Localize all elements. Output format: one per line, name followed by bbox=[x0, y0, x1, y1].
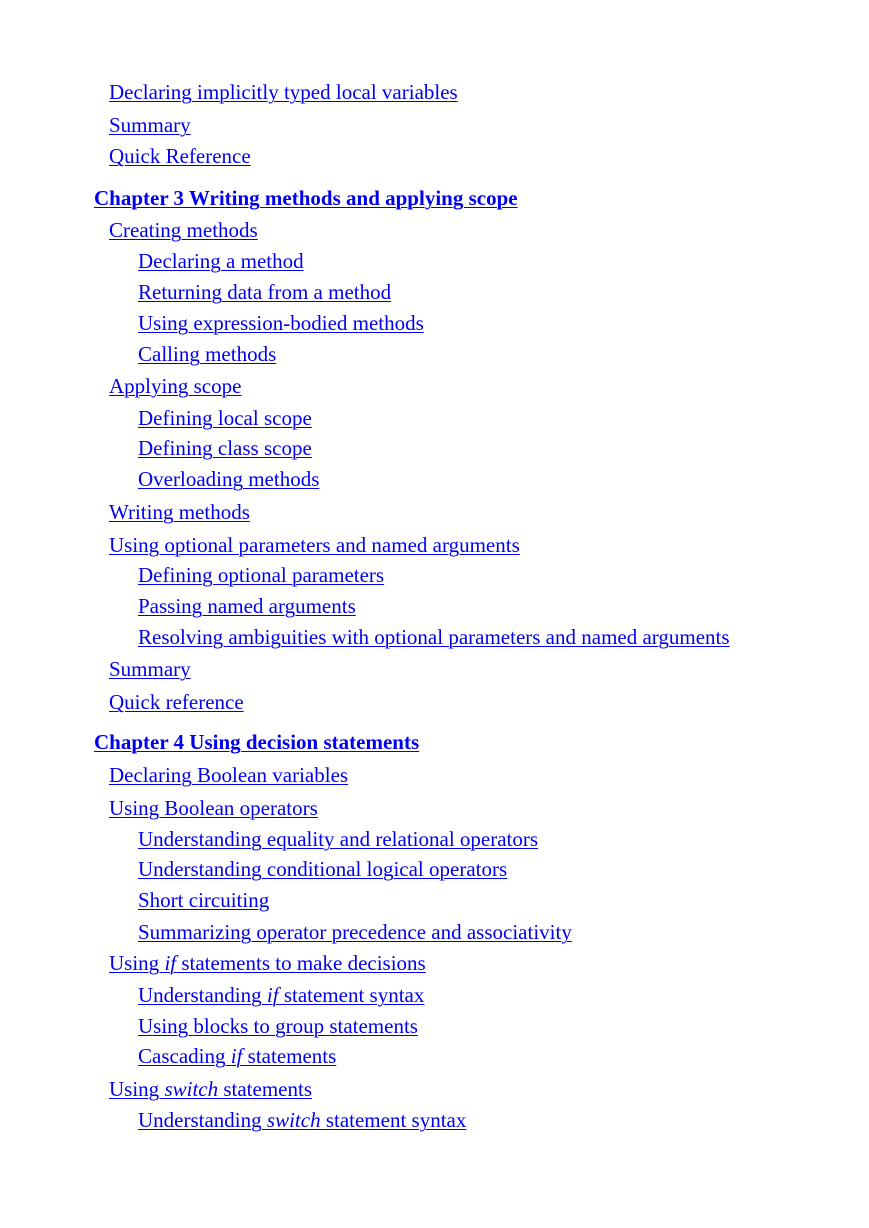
toc-link[interactable]: Quick Reference bbox=[109, 144, 251, 168]
toc-link[interactable]: Using blocks to group statements bbox=[138, 1014, 418, 1038]
toc-link[interactable]: Returning data from a method bbox=[138, 280, 392, 304]
toc-link[interactable]: Overloading methods bbox=[138, 467, 320, 491]
toc-link[interactable]: Declaring implicitly typed local variables bbox=[109, 80, 458, 104]
toc-link[interactable]: Short circuiting bbox=[138, 888, 270, 912]
toc-link-text: statements to make decisions bbox=[176, 951, 426, 975]
toc-link[interactable]: Calling methods bbox=[138, 342, 277, 366]
toc-link-text: statement syntax bbox=[320, 1108, 467, 1132]
toc-link[interactable]: Understanding conditional logical operators bbox=[138, 857, 508, 881]
toc-link-text: Understanding bbox=[138, 1108, 267, 1132]
toc-link-text: Cascading bbox=[138, 1044, 231, 1068]
toc-link[interactable]: Declaring a method bbox=[138, 249, 304, 273]
toc-link[interactable] bbox=[109, 1077, 312, 1101]
toc-link[interactable] bbox=[138, 1044, 336, 1068]
toc-link-text: Using bbox=[109, 1077, 165, 1101]
toc-chapter-link[interactable]: Chapter 4 Using decision statements bbox=[94, 730, 420, 754]
toc-link[interactable]: Quick reference bbox=[109, 690, 244, 714]
toc-link[interactable]: Using Boolean operators bbox=[109, 796, 318, 820]
toc-link-text: statements bbox=[242, 1044, 337, 1068]
toc-link[interactable]: Resolving ambiguities with optional parameters and named arguments bbox=[138, 625, 730, 649]
toc-link[interactable]: Declaring Boolean variables bbox=[109, 763, 349, 787]
toc-link-keyword: switch bbox=[266, 1108, 321, 1132]
toc-link-keyword: switch bbox=[164, 1077, 219, 1101]
toc-link[interactable]: Understanding equality and relational operators bbox=[138, 827, 539, 851]
toc-link[interactable]: Defining local scope bbox=[138, 406, 312, 430]
toc-link[interactable]: Passing named arguments bbox=[138, 594, 356, 618]
toc-chapter-link[interactable]: Chapter 3 Writing methods and applying scope bbox=[94, 186, 518, 210]
toc-link[interactable]: Using optional parameters and named arguments bbox=[109, 533, 520, 557]
toc-link[interactable]: Defining class scope bbox=[138, 436, 312, 460]
toc-link[interactable]: Defining optional parameters bbox=[138, 563, 385, 587]
toc-link[interactable]: Applying scope bbox=[109, 374, 242, 398]
toc-link[interactable]: Summarizing operator precedence and associativity bbox=[138, 920, 572, 944]
toc-link[interactable]: Summary bbox=[109, 657, 191, 681]
toc-link[interactable]: Summary bbox=[109, 113, 191, 137]
toc-link[interactable]: Writing methods bbox=[109, 500, 250, 524]
toc-link[interactable] bbox=[138, 1108, 466, 1132]
toc-link[interactable] bbox=[138, 983, 424, 1007]
toc-link-text: statement syntax bbox=[278, 983, 425, 1007]
toc-link-keyword: if bbox=[266, 983, 279, 1007]
toc-link-keyword: if bbox=[164, 951, 177, 975]
toc-link[interactable]: Creating methods bbox=[109, 218, 258, 242]
toc-link-text: Understanding bbox=[138, 983, 267, 1007]
toc-link-text: Using bbox=[109, 951, 165, 975]
toc-link-keyword: if bbox=[230, 1044, 243, 1068]
toc-link[interactable] bbox=[109, 951, 426, 975]
toc-link-text: statements bbox=[218, 1077, 313, 1101]
toc-link[interactable]: Using expression-bodied methods bbox=[138, 311, 424, 335]
